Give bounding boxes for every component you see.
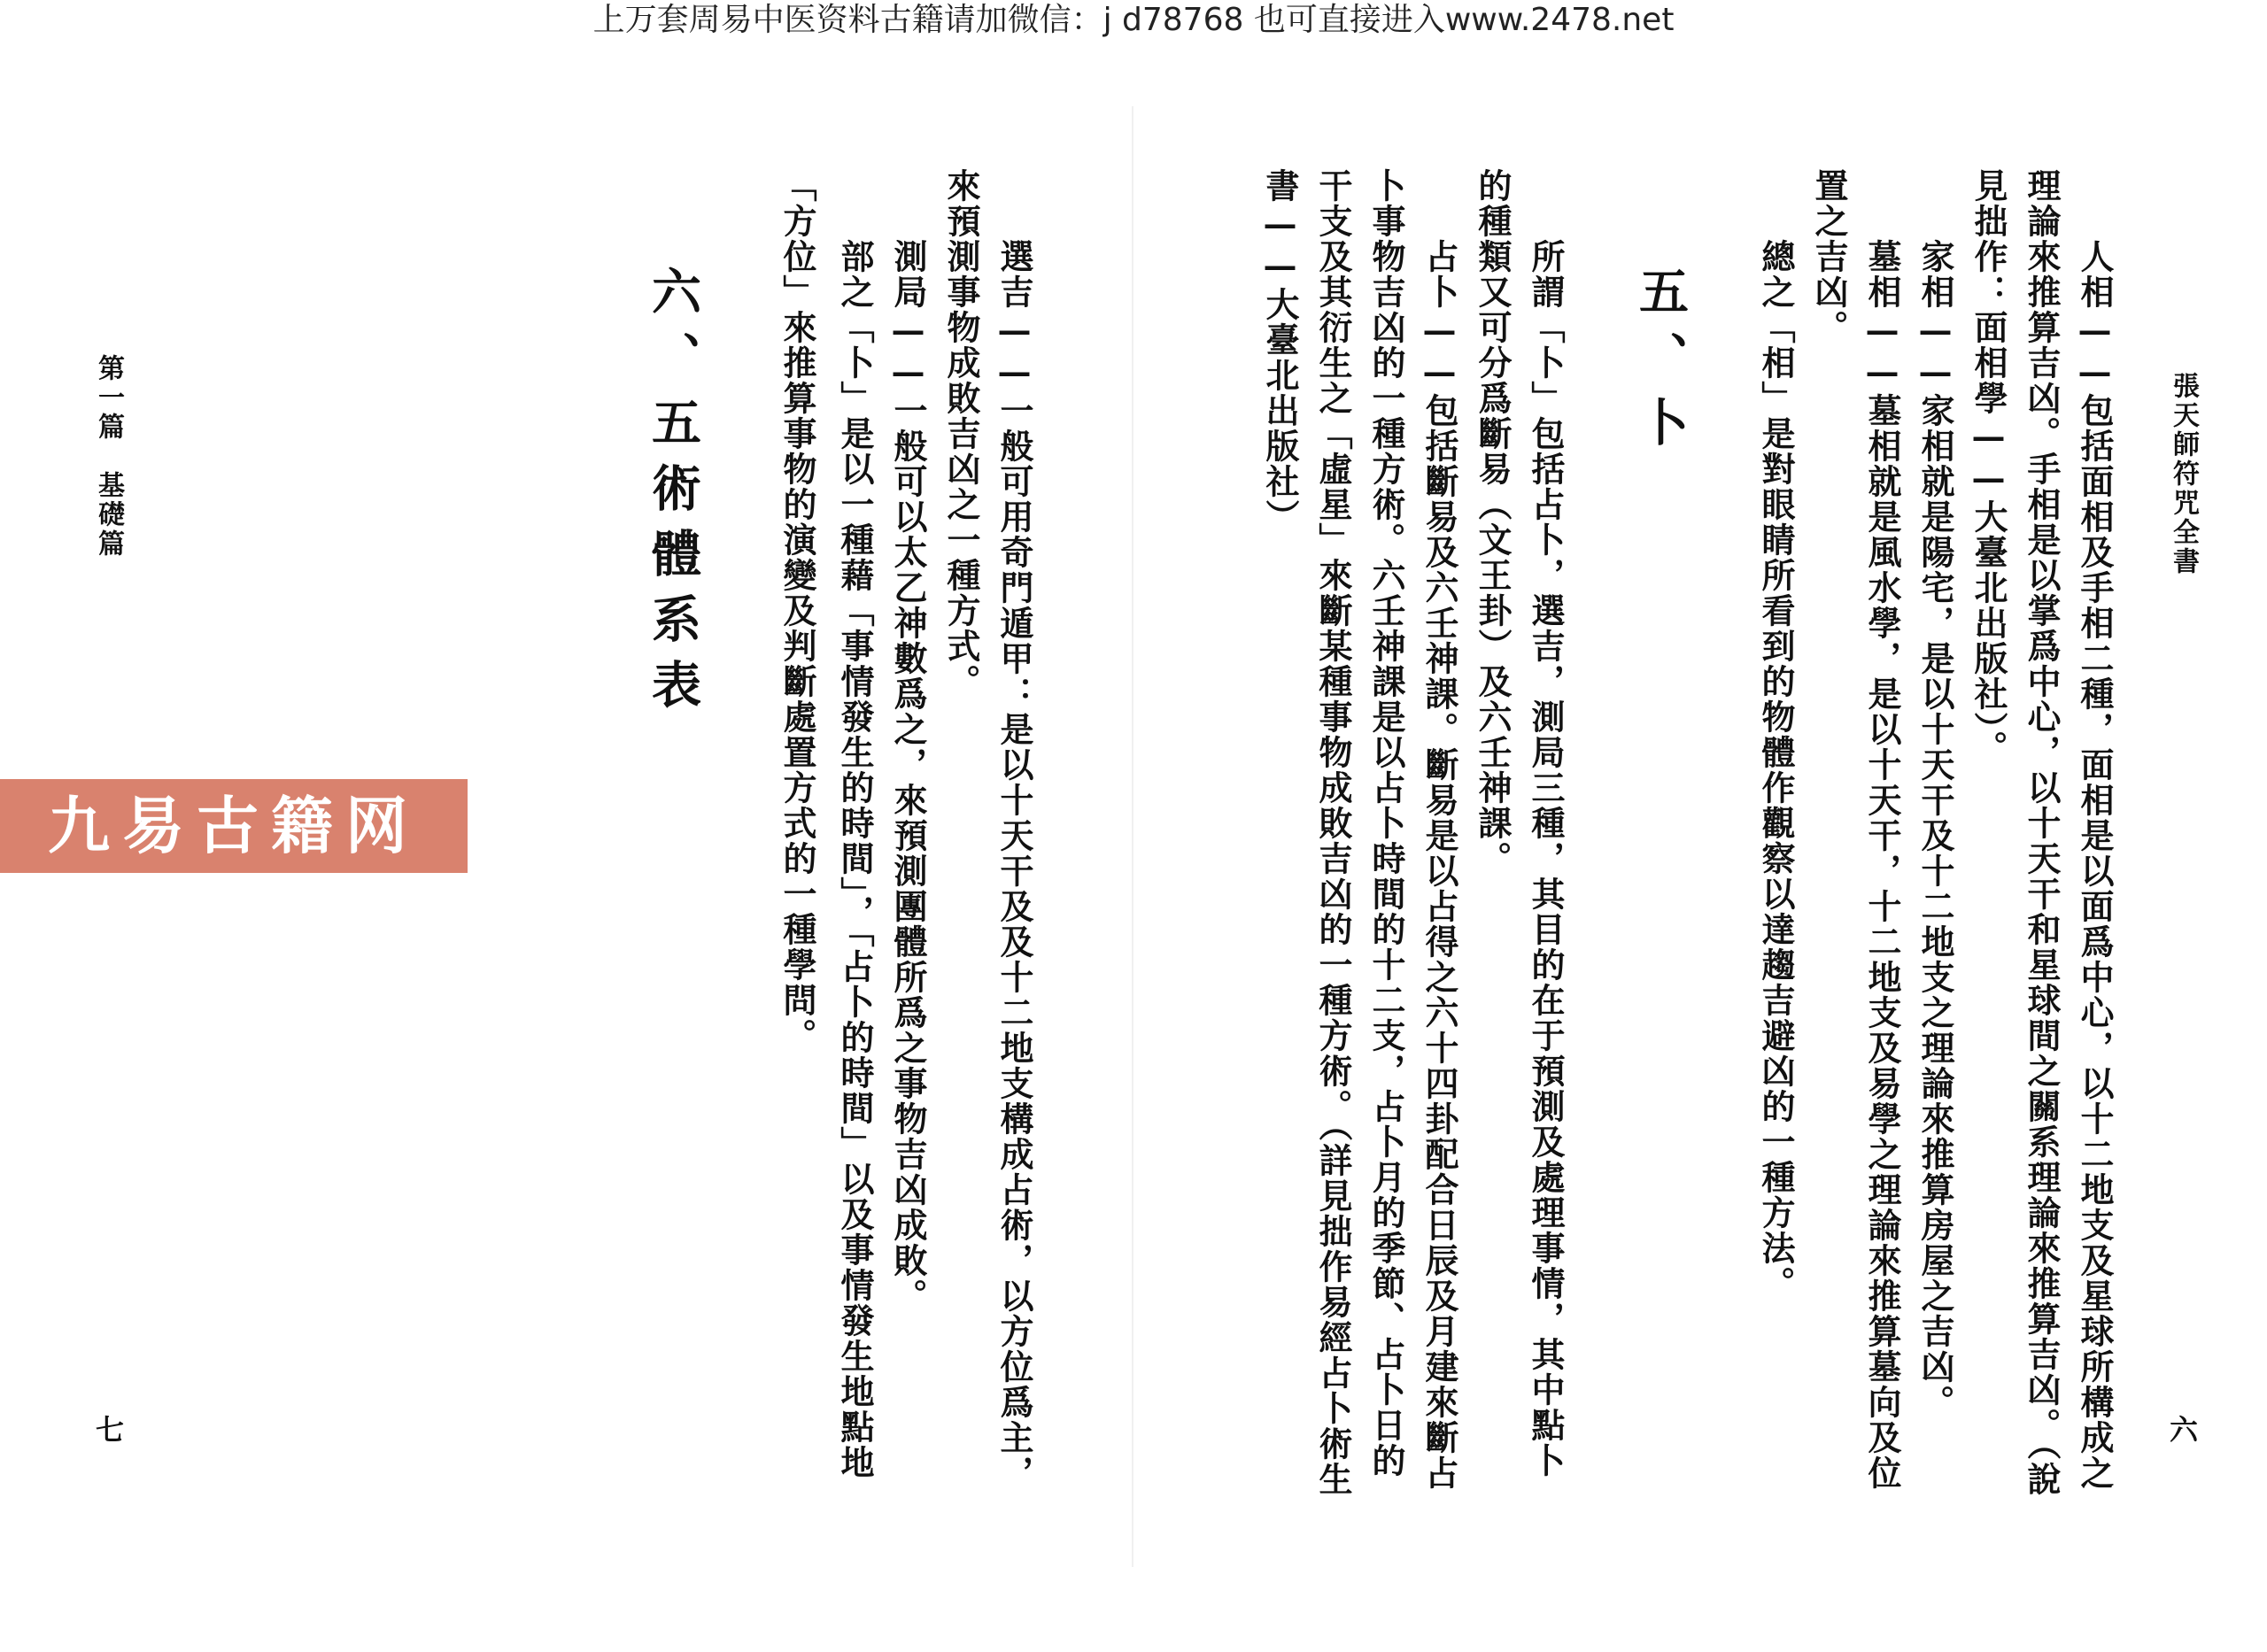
text-column: 測局——一般可以太乙神數爲之，來預測團體所爲之事物吉凶成敗。	[888, 239, 928, 1314]
section-six-heading: 六、五術體系表	[644, 266, 702, 724]
text-column: 選吉——一般可用奇門遁甲：是以十天干及及十二地支構成占術，以方位爲主，	[994, 239, 1034, 1491]
text-column: 總之「相」是對眼睛所看到的物體作觀察以達趨吉避凶的一種方法。	[1756, 239, 1796, 1301]
page-number-right: 六	[2170, 1413, 2199, 1447]
text-column: 家相——家相就是陽宅，是以十天干及十二地支之理論來推算房屋之吉凶。	[1915, 239, 1955, 1420]
text-column: 見拙作：面相學——大臺北出版社）。	[1969, 168, 2008, 766]
text-column: 書——大臺北出版社）	[1260, 168, 1300, 535]
text-column: 「方位」來推算事物的演變及判斷處置方式的一種學問。	[778, 168, 817, 1054]
running-head-book-title: 張天師符咒全書	[2168, 372, 2199, 576]
text-column: 墓相——墓相就是風水學，是以十天干，十二地支及易學之理論來推算墓向及位	[1862, 239, 1902, 1491]
text-column: 卜事物吉凶的一種方術。六壬神課是以占卜時間的十二支，占卜月的季節、占卜日的	[1366, 168, 1406, 1478]
text-column: 來預測事物成敗吉凶之一種方式。	[941, 168, 981, 699]
running-head-chapter: 第一篇 基礎篇	[93, 354, 124, 559]
text-column: 占卜——包括斷易及六壬神課。斷易是以占得之六十四卦配合日辰及月建來斷占	[1420, 239, 1459, 1491]
text-column: 所謂「卜」包括占卜，選吉，測局三種，其目的在于預測及處理事情，其中點卜	[1526, 239, 1566, 1478]
text-column: 人相——包括面相及手相二種，面相是以面爲中心，以十二地支及星球所構成之	[2075, 239, 2115, 1491]
text-column: 干支及其衍生之「虛星」來斷某種事物成敗吉凶的一種方術。（詳見拙作易經占卜術生	[1313, 168, 1353, 1497]
text-column: 部之「卜」是以一種藉「事情發生的時間」，「占卜的時間」以及事情發生地點地	[835, 239, 875, 1480]
section-five-heading: 五、卜	[1631, 266, 1690, 462]
text-column: 理論來推算吉凶。手相是以掌爲中心，以十天干和星球間之關系理論來推算吉凶。（說	[2022, 168, 2062, 1497]
text-column: 置之吉凶。	[1809, 168, 1849, 345]
website-banner: 上万套周易中医资料古籍请加微信：j d78768 也可直接进入www.2478.net	[592, 2, 1675, 38]
page-number-left: 七	[96, 1413, 125, 1447]
text-column: 的種類又可分爲斷易（文王卦）及六壬神課。	[1473, 168, 1513, 876]
watermark-logo: 九易古籍网	[0, 779, 468, 873]
